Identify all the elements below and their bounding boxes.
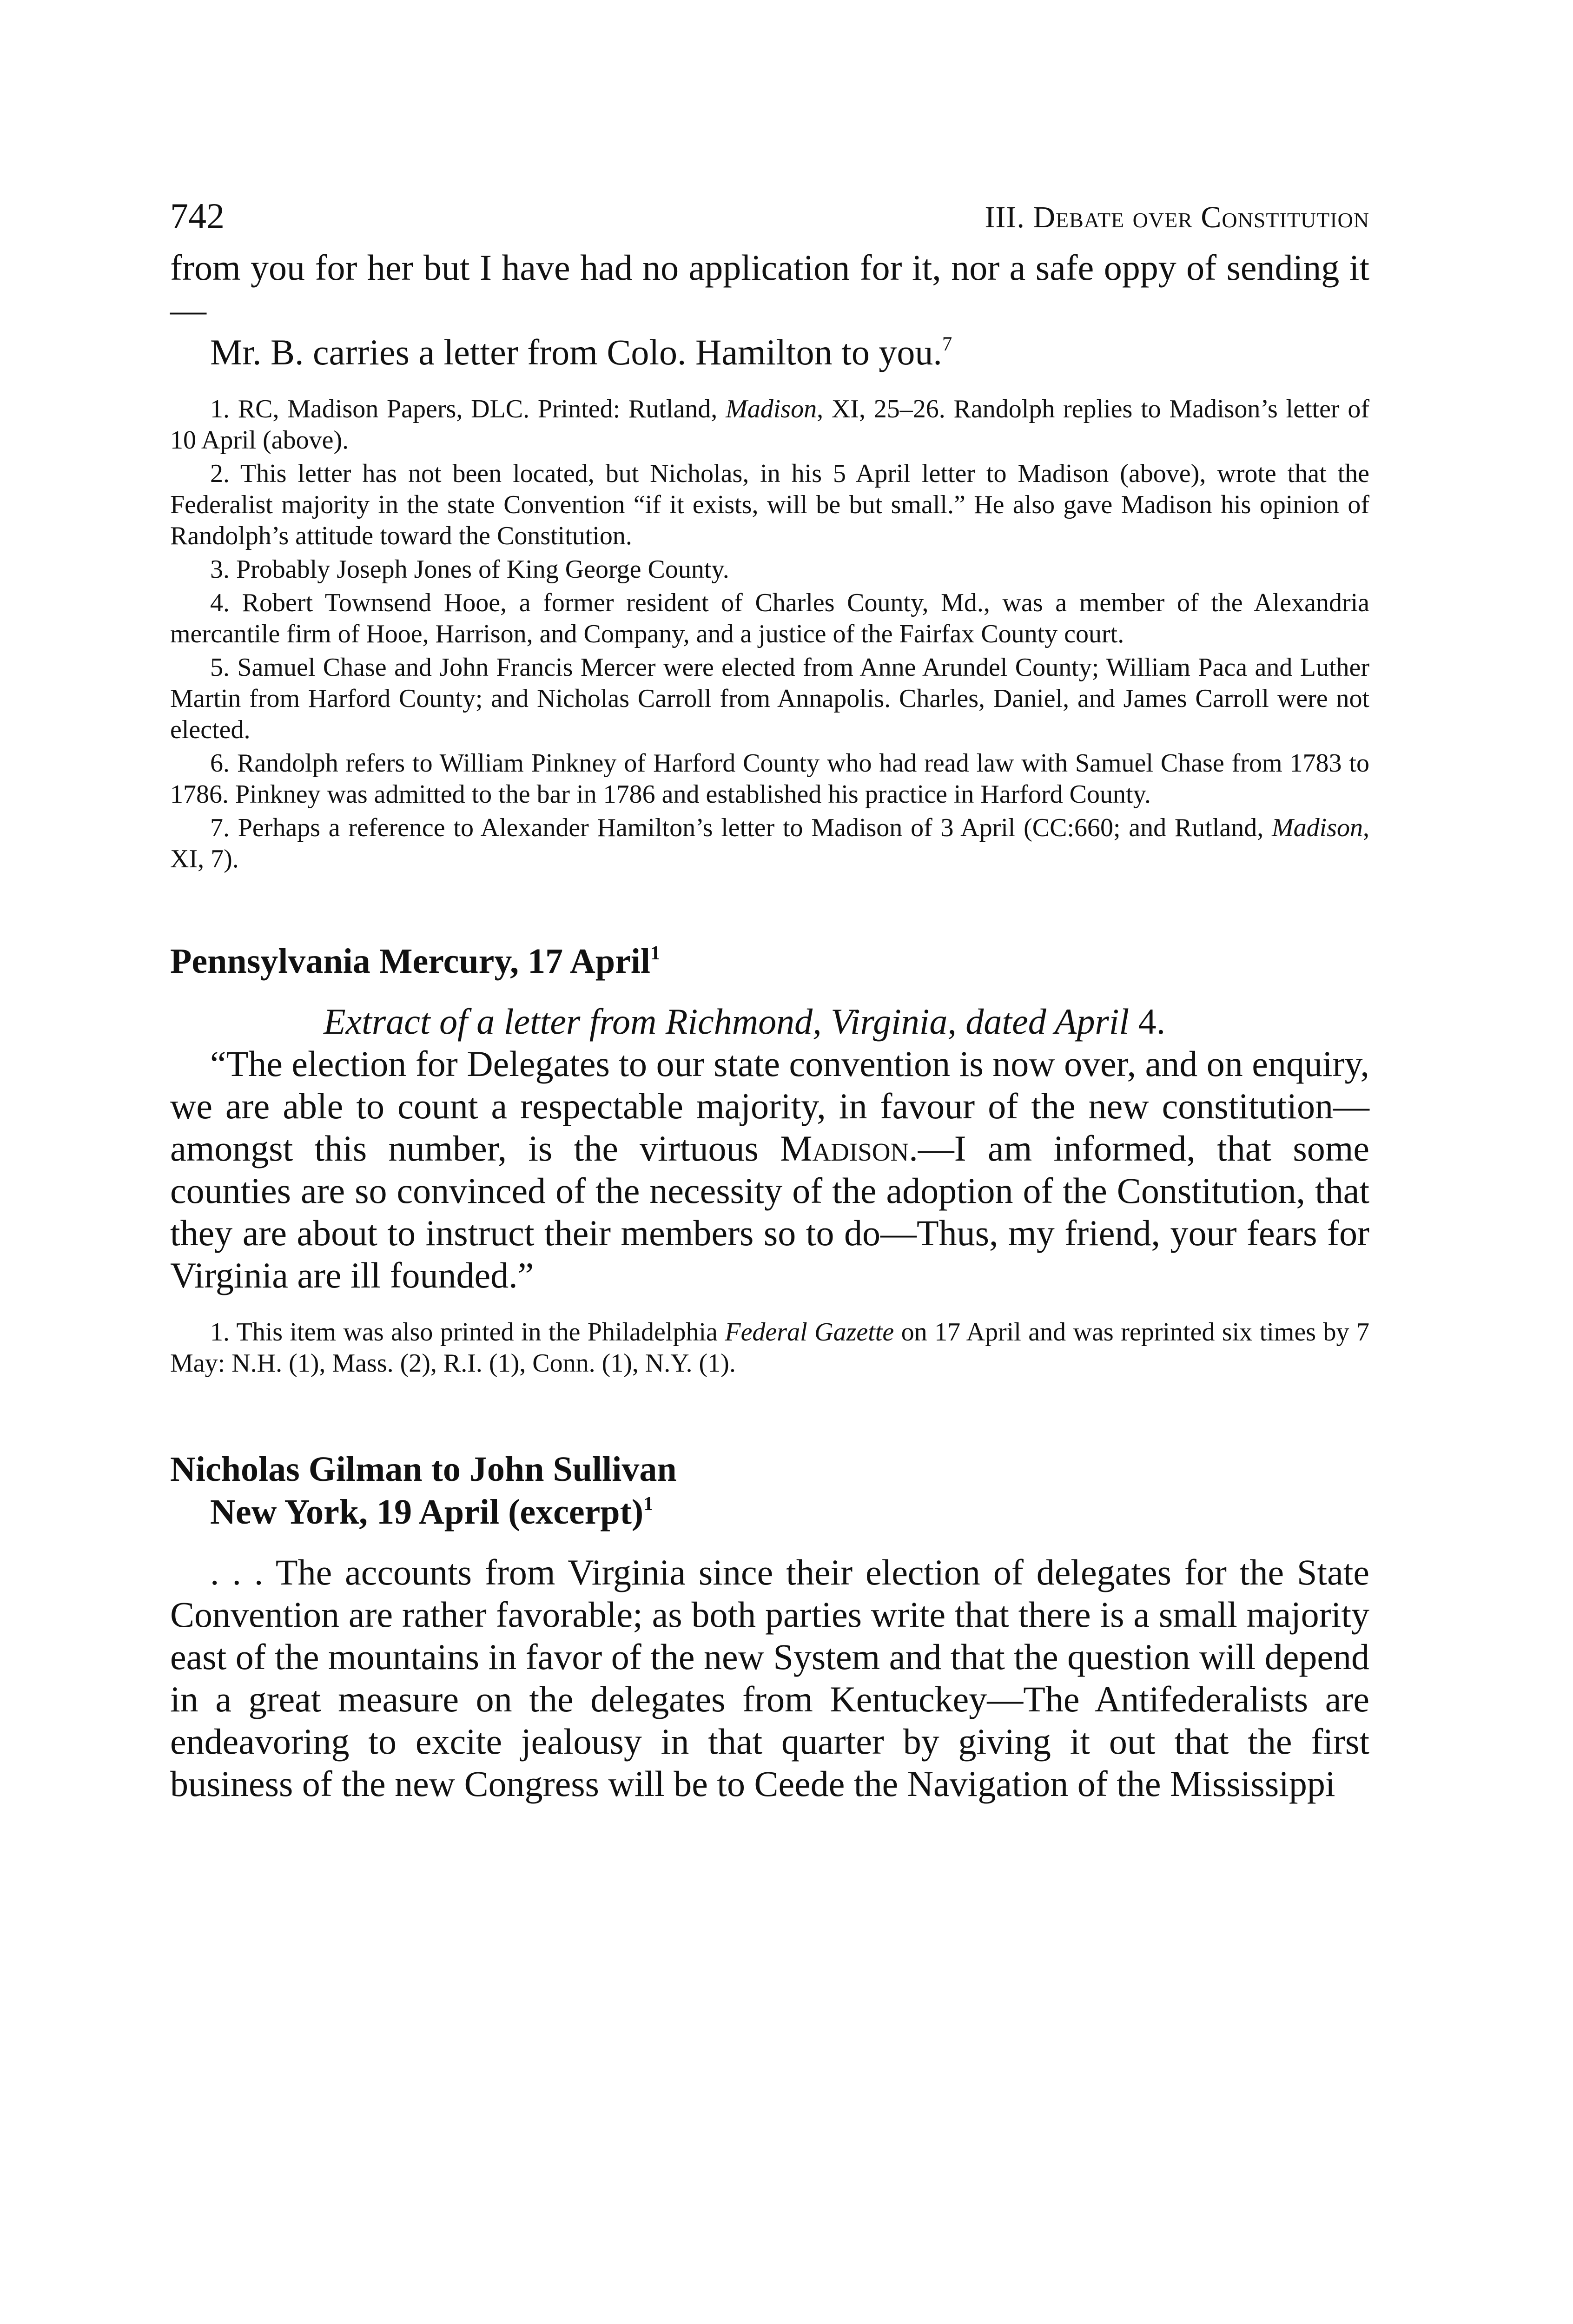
footnote-7-pre: 7. Perhaps a reference to Alexander Hamilton’s letter to Madison of 3 April (CC:660; and Rutland, (210, 813, 1272, 842)
running-title-numeral: III. (985, 200, 1033, 234)
footnote-1 (170, 394, 1369, 456)
footnote-6: 6. Randolph refers to William Pinkney of Harford County who had read law with Samuel Chase from 1783 to 1786. Pinkney was admitted to the bar in 1786 and established his practice in Harford County. (170, 749, 1369, 809)
continuation-closing-line (170, 331, 1369, 373)
section-1-heading-ref: 1 (650, 942, 660, 964)
extract-text-post: .—I am informed, that some counties are so convinced of the necessity of the adoption of the Constitution, that they are about to instruct their members so to do—Thus, my friend, your fears for Virginia are ill founded.” (170, 1128, 1369, 1295)
extract-paragraph (170, 1043, 1369, 1296)
footnote-1-post: , XI, 25–26. Randolph replies to Madison’s letter of 10 April (above). (170, 395, 1369, 455)
footnote-5: 5. Samuel Chase and John Francis Mercer were elected from Anne Arundel County; William Paca and Luther Martin from Harford County; and Nicholas Carroll from Annapolis. Charles, Daniel, and James Carroll were not elected. (170, 653, 1369, 744)
section-heading-gilman-to-sullivan: Nicholas Gilman to John Sullivan (170, 1450, 677, 1489)
footnote-4: 4. Robert Townsend Hooe, a former resident of Charles County, Md., was a member of the Alexandria mercantile firm of Hooe, Harrison, and Company, and a justice of the Fairfax County court. (170, 588, 1369, 648)
continuation-closing-text: Mr. B. carries a letter from Colo. Hamilton to you. (210, 332, 942, 372)
letter-footnotes (170, 394, 1369, 875)
continuation-paragraph: from you for her but I have had no application for it, nor a safe oppy of sending it— (170, 247, 1369, 330)
footnote-3: 3. Probably Joseph Jones of King George County. (210, 555, 729, 584)
footnote-1-pre: 1. RC, Madison Papers, DLC. Printed: Rutland, (210, 395, 726, 423)
running-title-text: Debate over Constitution (1033, 200, 1369, 234)
extract-dateline (170, 1000, 1369, 1043)
footnote-1-italic: Madison (726, 395, 817, 423)
gilman-letter-paragraph: . . . The accounts from Virginia since their election of delegates for the State Convention are rather favorable; as both parties write that there is a small majority east of the mountains in favor of the new System and that the question will depend in a great measure on the delegates from Kentuckey—The Antifederalists are endeavoring to excite jealousy in that quarter by giving it out that the first business of the new Congress will be to Ceede the Navigation of the Mississippi (170, 1552, 1369, 1804)
footnote-2: 2. This letter has not been located, but Nicholas, in his 5 April letter to Madison (above), wrote that the Federalist majority in the state Convention “if it exists, will be but small.” He also gave Madison his opinion of Randolph’s attitude toward the Constitution. (170, 459, 1369, 550)
running-title (985, 200, 1369, 235)
dateline-italic: Extract of a letter from Richmond, Virginia, dated April (324, 1001, 1138, 1042)
section-1-heading-text: Pennsylvania Mercury, 17 April (170, 942, 651, 981)
section-heading-place-date (170, 1491, 1369, 1533)
footnote-7 (170, 812, 1369, 875)
footnote-ref-7: 7 (942, 333, 952, 355)
section-2-place-date-text: New York, 19 April (excerpt) (210, 1492, 644, 1532)
extract-name-madison: Madison (780, 1128, 909, 1169)
section-2-heading-ref: 1 (643, 1493, 654, 1515)
running-head (170, 195, 1369, 246)
page-content (170, 195, 1369, 1805)
footnote-7-post: , XI, 7). (170, 813, 1369, 873)
page-number: 742 (170, 196, 225, 236)
section-1-footnotes (170, 1317, 1369, 1379)
section-1-footnote-pre: 1. This item was also printed in the Philadelphia (210, 1318, 725, 1347)
footnote-7-italic: Madison (1272, 813, 1363, 842)
section-1-footnote-1 (170, 1317, 1369, 1379)
section-1-footnote-italic: Federal Gazette (725, 1318, 894, 1347)
dateline-day: 4. (1138, 1001, 1166, 1042)
section-heading-pennsylvania-mercury (170, 940, 1369, 983)
extract-text-pre: “The election for Delegates to our state convention is now over, and on enquiry, we are able to count a respectable majority, in favour of the new constitution—amongst this number, is the virtuous (170, 1043, 1369, 1169)
section-1-footnote-post: on 17 April and was reprinted six times by 7 May: N.H. (1), Mass. (2), R.I. (1), Conn. (1), N.Y. (1). (170, 1318, 1369, 1378)
